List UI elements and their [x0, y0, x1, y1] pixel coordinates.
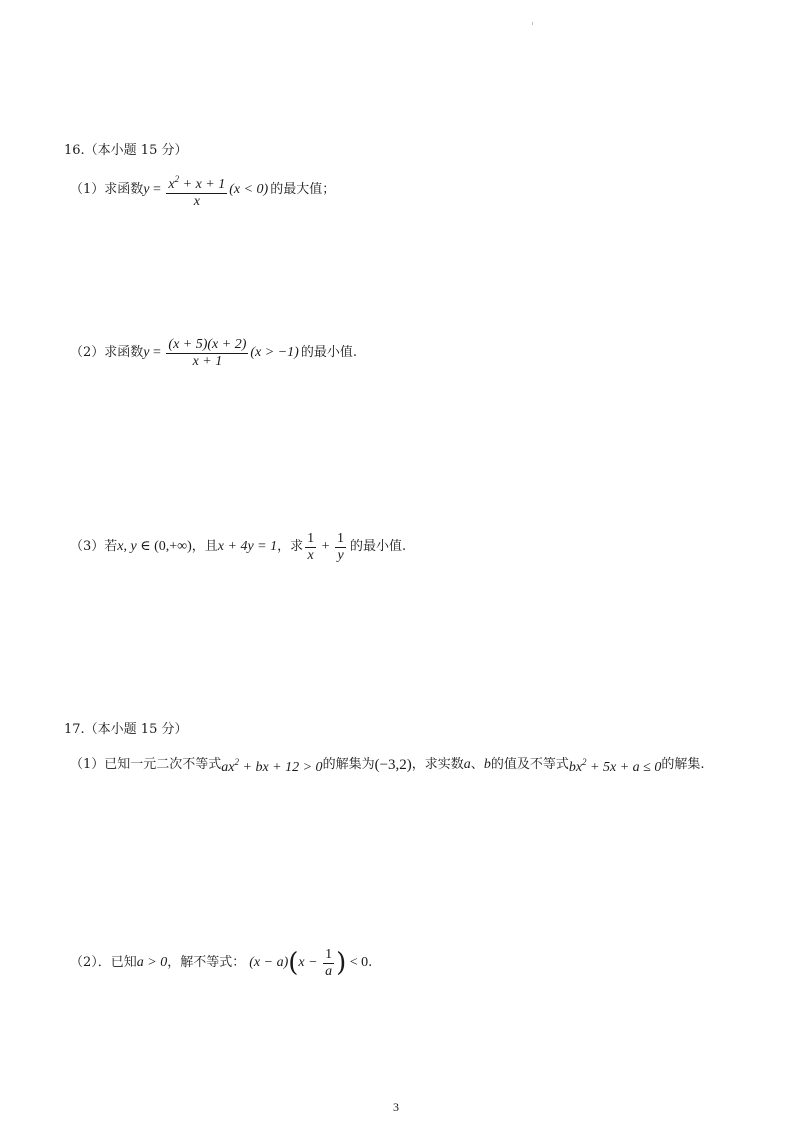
- q16-p2-prefix: （2）求函数: [70, 345, 144, 360]
- q17-p1-sep: 、: [470, 757, 484, 772]
- q17-p2-mid: ，解不等式：: [167, 955, 246, 970]
- q17-p1-mid3: 的值及不等式: [490, 757, 569, 772]
- q16-p1-eq: =: [149, 182, 165, 197]
- q16-p1-fraction: $\frac{x^2 + x + 1}{x}$: [166, 171, 227, 210]
- q16-p1-lhs: y: [143, 182, 150, 197]
- q17-p1-inequality-2: $bx^2 + 5x + a \le 0$: [568, 757, 662, 775]
- scan-mark: [532, 22, 533, 25]
- q16-p3-constraint: x + 4y = 1: [217, 539, 278, 554]
- q17-p2-close-paren: ): [336, 948, 347, 978]
- q16-p2-condition: (x > −1): [250, 345, 299, 360]
- q17-p2-inner: x −: [298, 955, 322, 970]
- q16-p3-fraction-2: $\frac{1}{y}$: [337, 530, 345, 563]
- q16-part3: [70, 527, 406, 567]
- q17-p1-mid1: 的解集为: [322, 757, 375, 772]
- q17-p1-prefix: （1）已知一元二次不等式: [70, 757, 222, 772]
- q16-p3-fraction-1: $\frac{1}{x}$: [307, 530, 315, 563]
- q16-p2-lhs: y: [143, 345, 150, 360]
- q17-p2-factor-1: (x − a): [249, 955, 289, 970]
- q16-p3-ask: ，求: [277, 539, 304, 554]
- q16-p2-eq: =: [149, 345, 165, 360]
- q16-p1-suffix: 的最大值；: [270, 182, 336, 197]
- q17-part1: [70, 752, 704, 778]
- q16-p3-interval: (0,+∞): [154, 539, 192, 554]
- q17-p2-open-paren: (: [288, 948, 299, 978]
- q16-p2-suffix: 的最小值.: [300, 345, 357, 360]
- q16-p3-suffix: 的最小值.: [350, 539, 407, 554]
- q16-p3-plus: +: [318, 539, 334, 554]
- q17-p2-suffix: .: [368, 955, 373, 970]
- q17-p2-prefix: （2）．已知: [70, 955, 137, 970]
- q17-p2-condition: a > 0: [136, 955, 168, 970]
- page-number: 3: [393, 1100, 399, 1114]
- q16-p3-mid: ，且: [191, 539, 218, 554]
- q17-p1-interval: (−3,2): [374, 757, 412, 773]
- q16-part2: [70, 333, 357, 373]
- q17-p1-mid2: ，求实数: [411, 757, 464, 772]
- q17-p1-suffix: 的解集.: [661, 757, 705, 772]
- q16-header: 16.（本小题 15 分）: [64, 143, 188, 158]
- q17-p2-fraction: $\frac{1}{a}$: [325, 946, 333, 979]
- q17-p1-var-a: a: [463, 757, 471, 772]
- q17-part2: [70, 943, 372, 983]
- q16-p3-vars: x, y ∈: [117, 539, 155, 554]
- q16-p1-condition: (x < 0): [229, 182, 269, 197]
- q17-p2-relation: < 0: [346, 955, 369, 970]
- q16-p3-prefix: （3）若: [70, 539, 118, 554]
- q16-p2-fraction: $\frac{(x + 5)(x + 2)}{x + 1}$: [168, 336, 247, 369]
- q17-header: 17.（本小题 15 分）: [64, 722, 188, 737]
- q16-p1-prefix: （1）求函数: [70, 182, 144, 197]
- q17-p1-inequality-1: $ax^2$ + bx + 12 > 0: [221, 757, 323, 775]
- q17-p1-var-b: b: [483, 757, 491, 772]
- q16-part1: [70, 170, 335, 210]
